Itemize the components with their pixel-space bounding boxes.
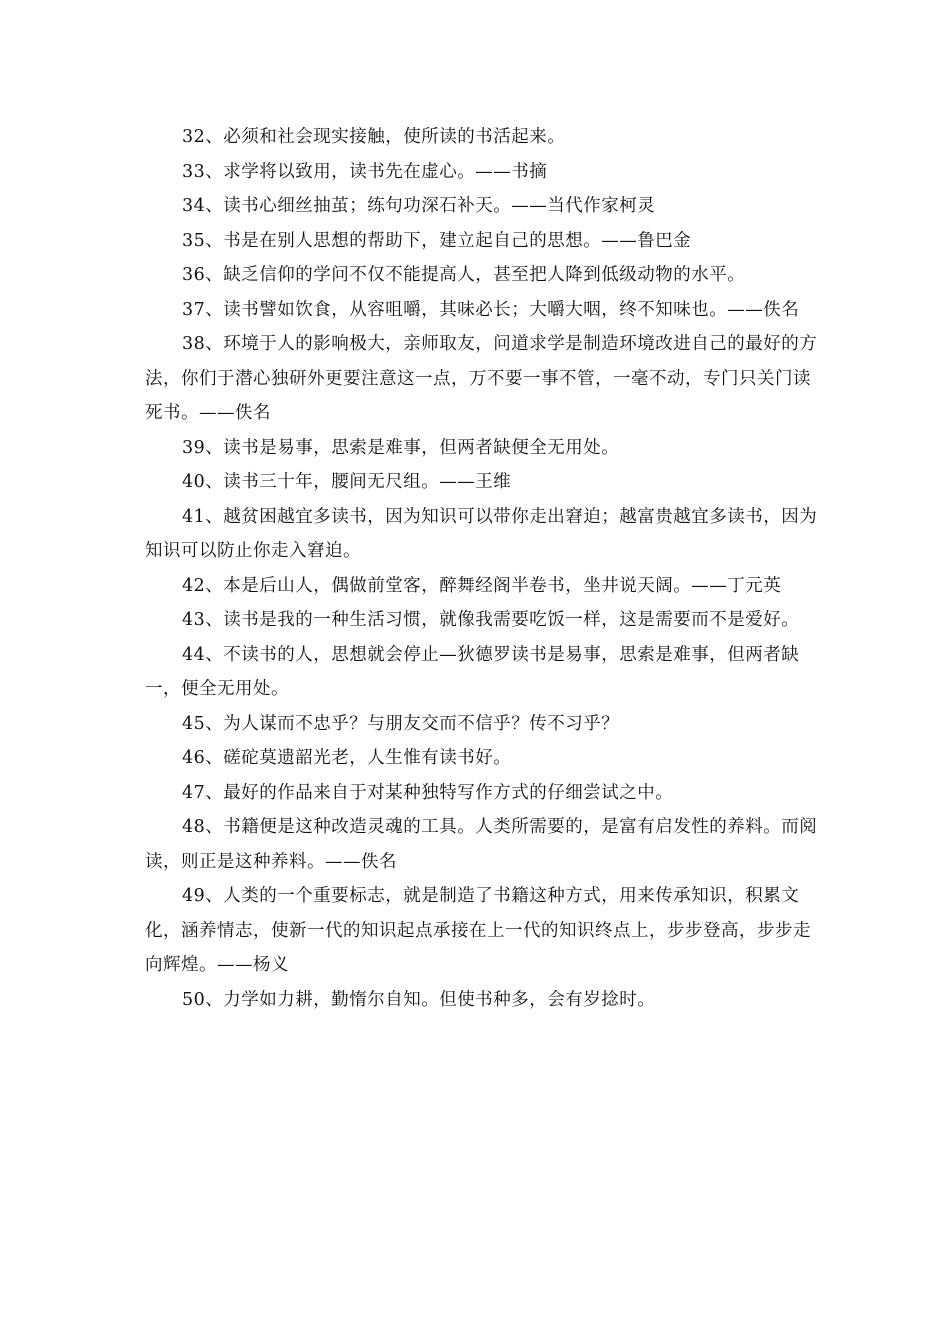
quote-paragraph: 39、读书是易事，思索是难事，但两者缺便全无用处。 xyxy=(182,437,620,458)
quote-paragraph: 40、读书三十年，腰间无尺组。——王维 xyxy=(182,472,512,492)
quote-paragraph: 44、不读书的人，思想就会停止—狄德罗读书是易事，思索是难事，但两者缺一，便全无用处。 xyxy=(145,644,800,699)
quote-paragraph: 32、必须和社会现实接触，使所读的书活起来。 xyxy=(182,127,566,147)
quote-paragraph: 43、读书是我的一种生活习惯，就像我需要吃饭一样，这是需要而不是爱好。 xyxy=(182,610,800,630)
quote-paragraph: 37、读书譬如饮食，从容咀嚼，其味必长；大嚼大咽，终不知味也。——佚名 xyxy=(182,299,800,320)
quote-paragraph: 36、缺乏信仰的学问不仅不能提高人，甚至把人降到低级动物的水平。 xyxy=(182,265,746,285)
quote-paragraph: 42、本是后山人，偶做前堂客，醉舞经阁半卷书，坐井说天阔。——丁元英 xyxy=(182,575,782,596)
document-body xyxy=(145,120,820,1017)
quote-paragraph: 49、人类的一个重要标志，就是制造了书籍这种方式，用来传承知识，积累文化，涵养情志，使新一代的知识起点承接在上一代的知识终点上，步步登高，步步走向辉煌。——杨义 xyxy=(145,886,811,975)
quote-paragraph: 38、环境于人的影响极大，亲师取友，问道求学是制造环境改进自己的最好的方法，你们于潜心独研外更要注意这一点，万不要一事不管，一毫不动，专门只关门读死书。——佚名 xyxy=(145,334,818,423)
quote-paragraph: 47、最好的作品来自于对某种独特写作方式的仔细尝试之中。 xyxy=(182,782,674,803)
quote-paragraph: 50、力学如力耕，勤惰尔自知。但使书种多，会有岁捻时。 xyxy=(182,989,656,1010)
quote-paragraph: 48、书籍便是这种改造灵魂的工具。人类所需要的，是富有启发性的养料。而阅读，则正是这种养料。——佚名 xyxy=(145,817,818,872)
quote-paragraph: 46、磋砣莫遗韶光老，人生惟有读书好。 xyxy=(182,748,512,768)
quote-paragraph: 35、书是在别人思想的帮助下，建立起自己的思想。——鲁巴金 xyxy=(182,230,692,251)
quote-paragraph: 33、求学将以致用，读书先在虚心。——书摘 xyxy=(182,161,548,182)
quote-paragraph: 34、读书心细丝抽茧；练句功深石补天。——当代作家柯灵 xyxy=(182,196,656,216)
quote-paragraph: 45、为人谋而不忠乎？与朋友交而不信乎？传不习乎？ xyxy=(182,713,620,734)
quote-paragraph: 41、越贫困越宜多读书，因为知识可以带你走出窘迫；越富贵越宜多读书，因为知识可以防止你走入窘迫。 xyxy=(145,506,818,561)
